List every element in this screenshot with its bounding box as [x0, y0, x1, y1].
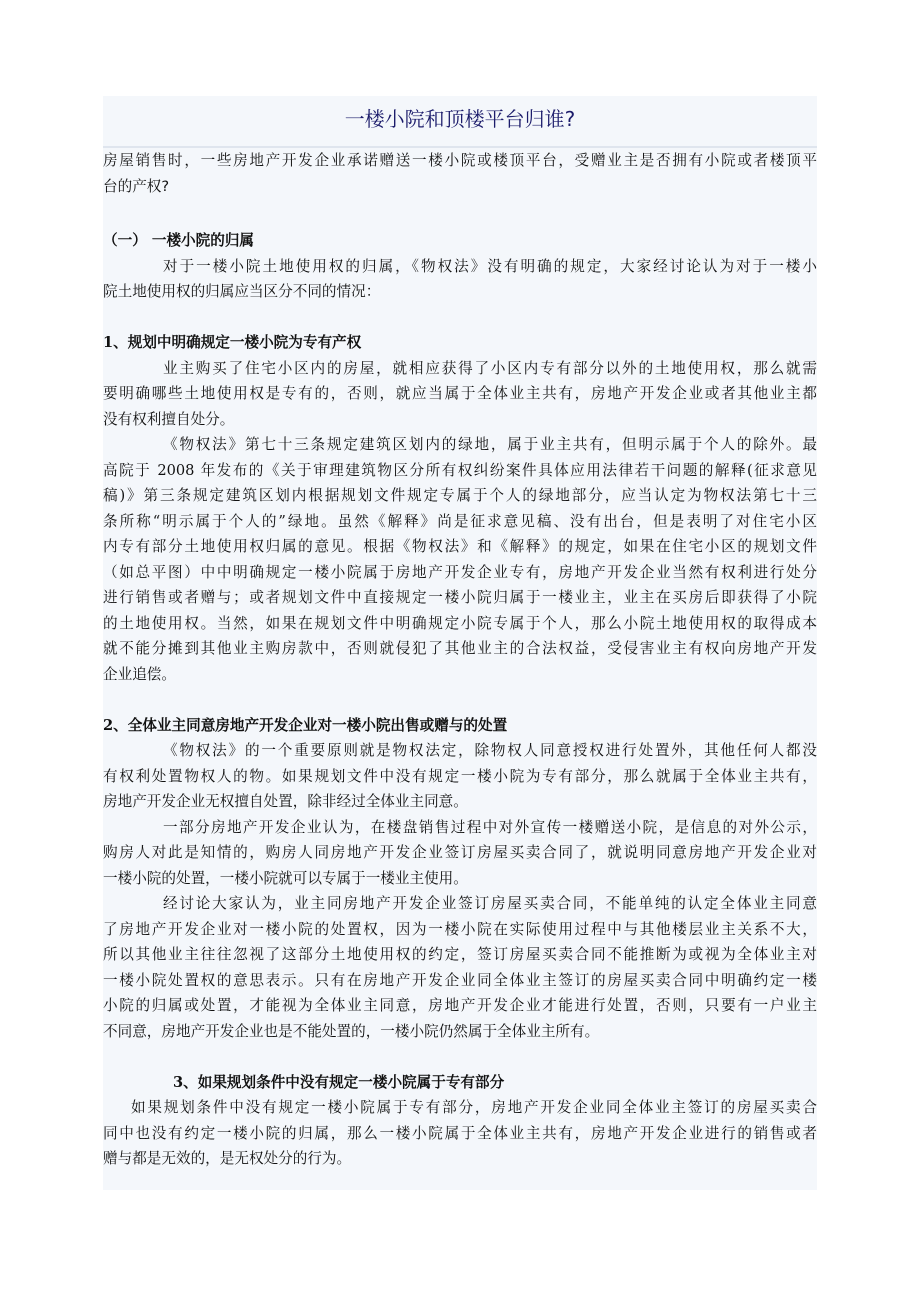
paragraph-line: 就不能分摊到其他业主购房款中，否则就侵犯了其他业主的合法权益，受侵害业主有权向房地产开发 — [103, 640, 817, 657]
paragraph-line: 稿)》第三条规定建筑区划内根据规划文件规定专属于个人的绿地部分，应当认定为物权法第七十三 — [103, 487, 817, 504]
paragraph-line: 《物权法》第七十三条规定建筑区划内的绿地，属于业主共有，但明示属于个人的除外。最 — [163, 436, 817, 453]
paragraph-line: 业主购买了住宅小区内的房屋，就相应获得了小区内专有部分以外的土地使用权，那么就需 — [163, 359, 817, 377]
paragraph — [103, 891, 817, 1044]
paragraph-line: 所以其他业主往往忽视了这部分土地使用权的约定，签订房屋买卖合同不能推断为或视为全体业主对 — [103, 946, 817, 963]
paragraph-line: 院土地使用权的归属应当区分不同的情况： — [103, 283, 381, 300]
paragraph-line: 小院的归属或处置，才能视为全体业主同意，房地产开发企业才能进行处置，否则，只要有一户业主 — [103, 997, 817, 1014]
paragraph — [103, 738, 817, 815]
intro-line: 房屋销售时，一些房地产开发企业承诺赠送一楼小院或楼顶平台，受赠业主是否拥有小院或者楼顶平 — [103, 152, 817, 169]
paragraph — [103, 432, 817, 687]
paragraph-line: 条所称“明示属于个人的”绿地。虽然《解释》尚是征求意见稿、没有出台，但是表明了对住宅小区 — [103, 512, 817, 530]
paragraph-line: 购房人对此是知情的，购房人同房地产开发企业签订房屋买卖合同了，就说明同意房地产开发企业对 — [103, 844, 817, 861]
paragraph-line: 了房地产开发企业对一楼小院的处置权，因为一楼小院在实际使用过程中与其他楼层业主关系不大， — [103, 920, 817, 938]
paragraph-line: 的土地使用权。当然，如果在规划文件中明确规定小院专属于个人，那么小院土地使用权的取得成本 — [103, 614, 817, 632]
intro-line: 台的产权? — [103, 177, 170, 195]
paragraph-line: 同中也没有约定一楼小院的归属，那么一楼小院属于全体业主共有，房地产开发企业进行的销售或者 — [103, 1124, 817, 1142]
paragraph-line: 一楼小院的处置，一楼小院就可以专属于一楼业主使用。 — [103, 869, 468, 887]
paragraph-line: 高院于 2008 年发布的《关于审理建筑物区分所有权纠纷案件具体应用法律若干问题的解释(征求意见 — [103, 461, 817, 479]
subsection-heading: 3、如果规划条件中没有规定一楼小院属于专有部分 — [173, 1073, 505, 1091]
paragraph-line: 不同意，房地产开发企业也是不能处置的，一楼小院仍然属于全体业主所有。 — [103, 1022, 600, 1040]
paragraph-line: 经讨论大家认为，业主同房地产开发企业签订房屋买卖合同，不能单纯的认定全体业主同意 — [163, 895, 817, 912]
paragraph — [103, 356, 817, 433]
paragraph-line: 对于一楼小院土地使用权的归属，《物权法》没有明确的规定，大家经讨论认为对于一楼小 — [163, 257, 817, 275]
page-title: 一楼小院和顶楼平台归谁? — [103, 96, 817, 148]
paragraph-line: 没有权利擅自处分。 — [103, 410, 235, 428]
paragraph-line: 赠与都是无效的，是无权处分的行为。 — [103, 1150, 352, 1167]
paragraph-line: 进行销售或者赠与；或者规划文件中直接规定一楼小院归属于一楼业主，业主在买房后即获得了小院 — [103, 589, 817, 606]
section-heading: （一） 一楼小院的归属 — [103, 232, 255, 249]
paragraph-line: 房地产开发企业无权擅自处置，除非经过全体业主同意。 — [103, 793, 468, 810]
paragraph-line: 一部分房地产开发企业认为，在楼盘销售过程中对外宣传一楼赠送小院，是信息的对外公示， — [163, 818, 817, 836]
paragraph-line: 《物权法》的一个重要原则就是物权法定，除物权人同意授权进行处置外，其他任何人都没 — [163, 742, 817, 759]
paragraph-line: 内专有部分土地使用权归属的意见。根据《物权法》和《解释》的规定，如果在住宅小区的规划文件 — [103, 538, 817, 555]
subsection-heading: 1、规划中明确规定一楼小院为专有产权 — [103, 334, 362, 351]
paragraph-line: 一楼小院处置权的意思表示。只有在房地产开发企业同全体业主签订的房屋买卖合同中明确约定一楼 — [103, 971, 817, 989]
paragraph — [103, 815, 817, 892]
paragraph-line: 有权利处置物权人的物。如果规划文件中没有规定一楼小院为专有部分，那么就属于全体业主共有， — [103, 767, 817, 785]
paragraph-line: 要明确哪些土地使用权是专有的，否则，就应当属于全体业主共有，房地产开发企业或者其他业主都 — [103, 385, 817, 402]
paragraph — [103, 1095, 817, 1172]
paragraph-line: （如总平图）中中明确规定一楼小院属于房地产开发企业专有，房地产开发企业当然有权利进行处分 — [103, 563, 817, 581]
subsection-heading: 2、全体业主同意房地产开发企业对一楼小院出售或赠与的处置 — [103, 716, 508, 734]
document-page — [103, 96, 817, 1190]
paragraph-line: 企业追偿。 — [103, 665, 176, 683]
paragraph-line: 如果规划条件中没有规定一楼小院属于专有部分，房地产开发企业同全体业主签订的房屋买卖合 — [131, 1099, 817, 1116]
